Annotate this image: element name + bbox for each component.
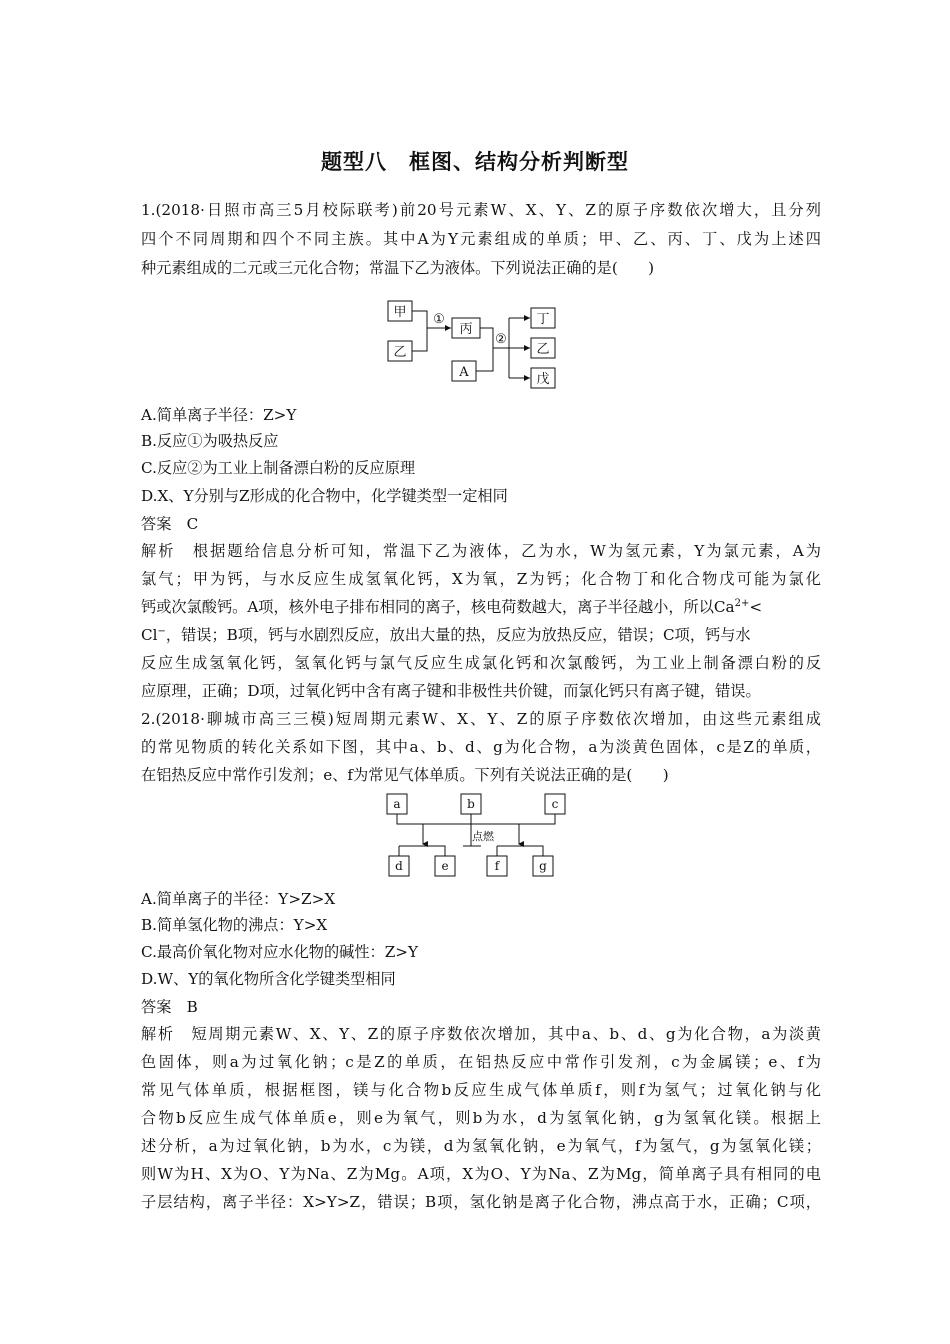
q1-analysis-line-3: 钙或次氯酸钙。A项，核外电子排布相同的离子，核电荷数越大，离子半径越小，所以$Ca^{2+}<$ [141, 597, 763, 616]
q1-analysis-line-4: Cl−，错误；B项，钙与水剧烈反应，放出大量的热，反应为放热反应，错误；C项，钙与水 [141, 625, 751, 644]
q1-option-a: A.简单离子半径：Z>Y [141, 406, 297, 424]
q2-analysis-line-3: 常见气体单质，根据框图，镁与化合物b反应生成气体单质f，则f为氢气；过氧化钠与化 [141, 1081, 821, 1099]
q1-label-a: A [459, 365, 469, 380]
q1-answer: 答案 C [141, 515, 199, 533]
q1-label-ding: 丁 [536, 312, 550, 327]
q2-label-e: e [441, 859, 449, 873]
q2-stem-line-2: 的常见物质的转化关系如下图，其中a、b、d、g为化合物，a为淡黄色固体，c是Z的单质， [141, 738, 821, 756]
ion-ca-charge: 2+ [734, 597, 750, 609]
q2-label-condition: 点燃 [472, 830, 494, 843]
q1-stem-line-1: 1.(2018·日照市高三5月校际联考)前20号元素W、X、Y、Z的原子序数依次增大，且分列 [141, 201, 821, 219]
q2-analysis-line-2: 色固体，则a为过氧化钠；c是Z的单质，在铝热反应中常作引发剂，c为金属镁；e、f为 [141, 1053, 821, 1071]
q1-analysis-line-6: 应原理，正确；D项，过氧化钙中含有离子键和非极性共价键，而氯化钙只有离子键，错误。 [141, 682, 761, 700]
q2-label-g: g [539, 859, 547, 873]
q1-label-bing: 丙 [459, 322, 473, 337]
q1-label-wu: 戊 [536, 372, 550, 387]
q1-stem-line-2: 四个不同周期和四个不同主族。其中A为Y元素组成的单质；甲、乙、丙、丁、戊为上述四 [141, 230, 821, 248]
q1-label-reaction-2: ② [495, 332, 507, 347]
q2-answer: 答案 B [141, 998, 198, 1016]
page-title: 题型八 框图、结构分析判断型 [321, 150, 629, 174]
q1-label-yi2: 乙 [536, 342, 550, 357]
q2-analysis-line-6: 则W为H、X为O、Y为Na、Z为Mg。A项，X为O、Y为Na、Z为Mg，简单离子具有相同的电 [141, 1165, 821, 1183]
q2-stem-line-1: 2.(2018·聊城市高三三模)短周期元素W、X、Y、Z的原子序数依次增加，由这些元素组成 [141, 710, 821, 728]
q1-analysis-line-2: 氯气；甲为钙，与水反应生成氢氧化钙，X为氧，Z为钙；化合物丁和化合物戊可能为氯化 [141, 570, 821, 588]
q2-stem-line-3: 在铝热反应中常作引发剂；e、f为常见气体单质。下列有关说法正确的是( ) [141, 766, 669, 784]
q1-option-b: B.反应①为吸热反应 [141, 432, 279, 450]
q2-analysis-line-7: 子层结构，离子半径：X>Y>Z，错误；B项，氢化钠是离子化合物，沸点高于水，正确；C项， [141, 1193, 821, 1211]
q2-option-d: D.W、Y的氧化物所含化学键类型相同 [141, 970, 396, 988]
q2-option-b: B.简单氢化物的沸点：Y>X [141, 916, 328, 934]
q1-stem-line-3: 种元素组成的二元或三元化合物；常温下乙为液体。下列说法正确的是( ) [141, 259, 655, 277]
q2-label-f: f [494, 859, 500, 873]
q2-analysis-line-5: 述分析，a为过氧化钠，b为水，c为镁，d为氢氧化钠，e为氧气，f为氢气，g为氢氧化镁； [141, 1137, 821, 1155]
q2-label-d: d [395, 859, 403, 873]
q1-analysis-line-1: 解析 根据题给信息分析可知，常温下乙为液体，乙为水，W为氢元素，Y为氯元素，A为 [141, 542, 821, 560]
q1-flow-diagram [385, 298, 565, 394]
q1-label-reaction-1: ① [433, 312, 445, 327]
q2-label-c: c [551, 797, 559, 811]
q2-flow-diagram [383, 792, 569, 878]
q2-analysis-line-4: 合物b反应生成气体单质e，则e为氧气，则b为水，d为氢氧化钠，g为氢氧化镁。根据上 [141, 1109, 821, 1127]
q1-analysis-line-5: 反应生成氢氧化钙，氢氧化钙与氯气反应生成氯化钙和次氯酸钙，为工业上制备漂白粉的反 [141, 654, 821, 672]
q1-label-jia: 甲 [393, 305, 407, 320]
q2-analysis-line-1: 解析 短周期元素W、X、Y、Z的原子序数依次增加，其中a、b、d、g为化合物，a为淡黄 [141, 1025, 821, 1043]
q1-option-c: C.反应②为工业上制备漂白粉的反应原理 [141, 459, 416, 477]
q1-label-yi: 乙 [393, 345, 407, 360]
q2-label-a: a [393, 797, 401, 811]
q2-label-b: b [467, 797, 475, 811]
q2-option-c: C.最高价氧化物对应水化物的碱性：Z>Y [141, 943, 419, 961]
q1-option-d: D.X、Y分别与Z形成的化合物中，化学键类型一定相同 [141, 487, 508, 505]
q2-option-a: A.简单离子的半径：Y>Z>X [141, 890, 336, 908]
ion-cl-charge: − [157, 625, 166, 637]
